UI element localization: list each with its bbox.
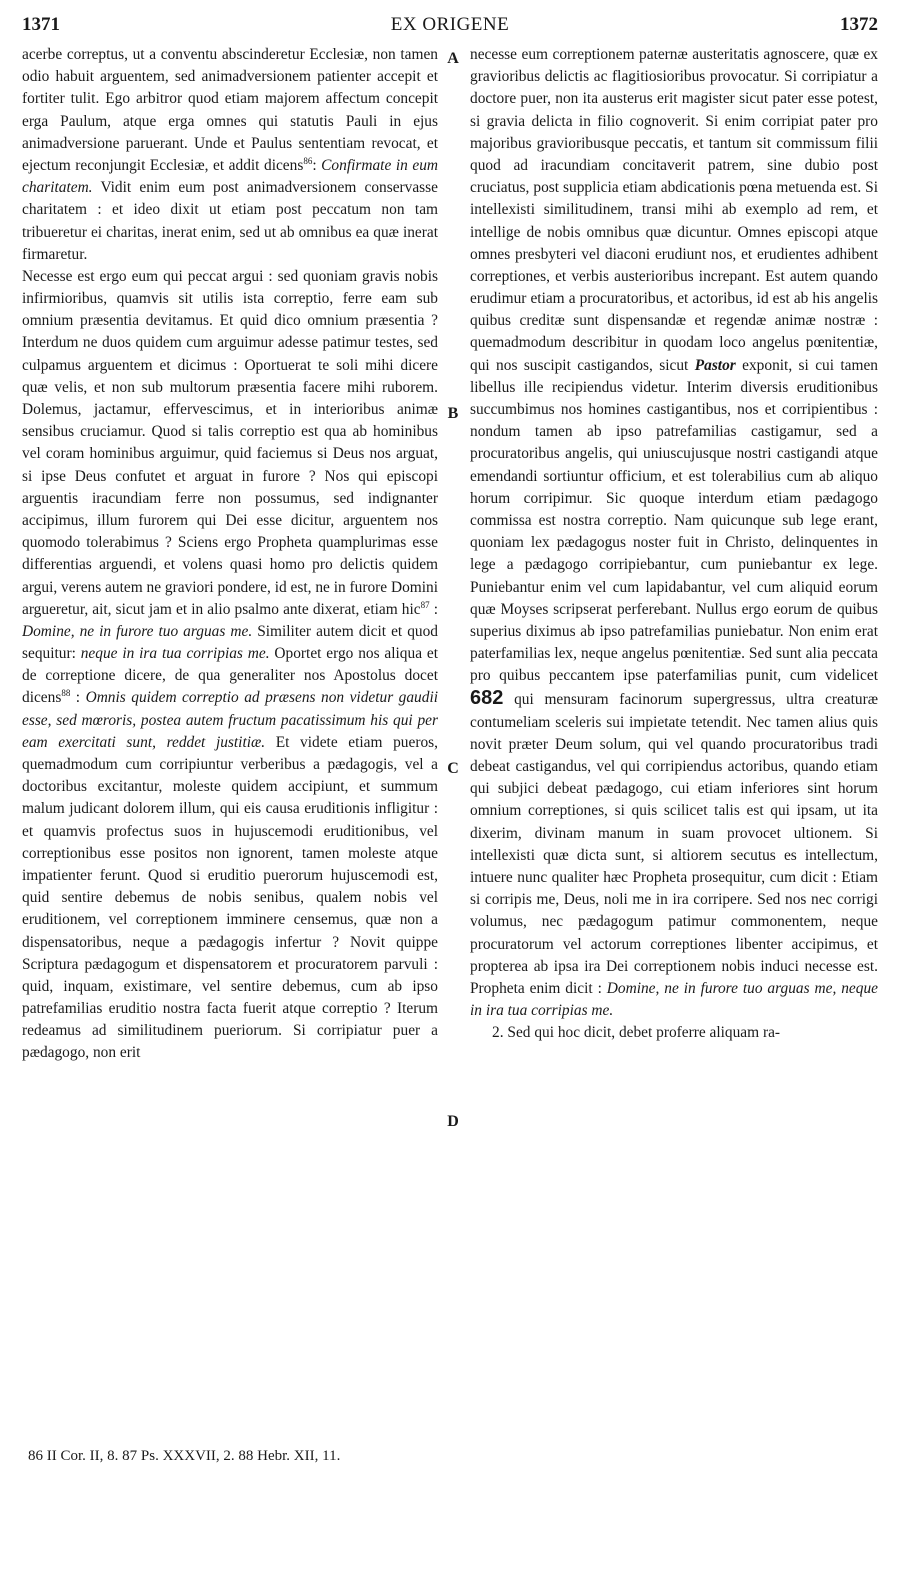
right-page-number: 1372 bbox=[840, 14, 878, 35]
text-run: Similiter autem dicit et quod sequitur: bbox=[22, 622, 438, 663]
paragraph bbox=[22, 44, 438, 266]
left-column bbox=[22, 44, 438, 1420]
text-run: acerbe correptus, ut a conventu abscinderetur Ecclesiæ, non tamen odio habuit arguentem, sed animadversionem patienter accepit et fortiter tulit. Ego arbitror quod etiam majorem affectum concepit erga Paulum, atque erga omnes qui statutis Pauli in ejus animadversione paruerant. Unde et Paulus sententiam revocat, et ejectum reconjungit Ecclesiæ, et addit dicens bbox=[22, 46, 438, 174]
italic-quote: Domine, ne in furore tuo arguas me, neque in ira tua corripias me. bbox=[470, 979, 878, 1020]
paragraph: 2. Sed qui hoc dicit, debet proferre aliquam ra- bbox=[492, 1024, 781, 1042]
paragraph bbox=[22, 266, 438, 1065]
text-run: : bbox=[429, 600, 438, 618]
text-run: : bbox=[312, 156, 322, 174]
text-run: Necesse est ergo eum qui peccat argui : sed quoniam gravis nobis infirmioribus, quamvis sit utilis ista correptio, ferre eam sub omnium præsentia devitamus. Et quid dico omnium præsentia ? Interdum ne duos quidem cum arguimur adesse patimur testes, sed culpamus arguentem et dicimus : Oportuerat te soli mihi dicere quæ velis, et non sub multorum præsentia facere mihi ruborem. Dolemus, jactamur, effervescimus, et in interioribus animæ sensibus cruciamur. Quod si talis correptio est qua ab hominibus vel coram hominibus arguimur, quid faciemus si Deus nos arguat, si ipse Deus confutet et arguat in furore ? Nos qui episcopi arguentis iracundiam ferre non possumus, sed indignanter accipimus, illum furorem qui Dei esse dicitur, arguentem nos quomodo tolerabimus ? Sciens ergo Propheta quamplurimas esse differentias arguendi, et volens quasi homo pro delictis quidem argui, verens autem ne graviori pondere, id est, ne in furore Domini argueretur, ait, sicut jam et in alio psalmo ante dixerat, etiam hic bbox=[22, 267, 438, 618]
footnote-ref: 87 bbox=[420, 599, 430, 610]
margin-letter-c: C bbox=[447, 760, 459, 777]
right-column bbox=[470, 44, 878, 1420]
text-run: : bbox=[70, 689, 86, 707]
text-run: exponit, si cui tamen libellus ille recipiendus videtur. Interim diversis eruditionibus succumbimus nos homines castigantibus, nos et corripientibus : nondum tamen ab ipso patrefamilias castigamur, sed a procuratoribus angelis, qui uniuscujusque nostri castigandi atque emendandi sortiuntur officium, et est tolerabilius cum ab aliquo horum corripimur. Sic quoque interdum etiam pædagogo commissa est nostra correptio. Nam quicunque sub lege erant, quoniam lex pædagogus noster fuit in Christo, delinquentes in lege a pædagogo corripiebantur, cum puniebantur ex lege. Puniebantur enim vel cum lapidabantur, vel cum aliquid eorum quæ Moyses scripserat perferebant. Nullus ergo eorum de quibus superius diximus ab ipso patrefamilias puniebatur. Non enim erat paterfamilias lex, neque angelus pœnitentiæ. Sed sunt alia peccata pro quibus peccantem ipse paterfamilias punit, cum videlicet bbox=[470, 356, 878, 685]
text-run: Et videte etiam pueros, quemadmodum cum corripiuntur verberibus a pædagogis, vel a doctoribus excitantur, moleste quidem accipiunt, et summum malum judicant dolorem illum, qui eis causa eruditionis infligitur : et quamvis profectus suos in hujuscemodi eruditionibus, vel correptionibus esse positos non ignorent, tamen moleste atque impatienter ferunt. Quod si eruditio puerorum hujuscemodi est, quid sentire debemus de nobis senibus, qualem nobis vel eruditionem, vel correptionem imminere censemus, quæ non a dispensatoribus, neque a pædagogis infertur ? Novit quippe Scriptura pædagogum et dispensatorem et procuratorem parvuli : quid, inquam, existimare, vel sentire debemus, cum ab ipso patrefamilias eruditio nostra facta fuerit atque correptio ? Iterum redeamus ad similitudinem pueriorum. Si corripiatur puer a pædagogo, non erit bbox=[22, 733, 438, 1062]
margin-letter-d: D bbox=[447, 1113, 459, 1130]
italic-quote: Domine, ne in furore tuo arguas me. bbox=[22, 622, 253, 640]
text-run: Vidit enim eum post animadversionem conservasse charitatem : et ideo dixit ut etiam post peccatum non tam tribueretur ei charitas, inerat enim, sed ut ab omnibus ea quæ inerat firmaretur. bbox=[22, 179, 438, 263]
italic-quote: Confirmate in eum charitatem. bbox=[22, 156, 438, 197]
text-run: necesse eum correptionem paternæ austeritatis agnoscere, quæ ex gravioribus delictis ac flagitiosioribus provocatur. Si corripiatur a doctore puer, non ita austerus erit magister sicut pater esse potest, si gravia delicta in filio cognoverit. Si enim corripiat pater pro majoribus gravioribusque peccatis, et tantum sit commissum filii quod ad iracundiam concitaverit patrem, sine dubio post cruciatus, post supplicia etiam abdicationis pœna metuenda est. Si intellexisti similitudinem, transi mihi ab exemplo ad rem, et intellige de nobis omnibus quæ dicuntur. Omnes episcopi atque omnes presbyteri vel diaconi erudiunt nos, et erudientes adhibent correptiones, et verbis austerioribus increpant. Est autem quando erudimur etiam a procuratoribus, et actoribus, id est ab his angelis quibus creditæ sunt dispensandæ et regendæ animæ nostræ : quemadmodum describitur in quodam loco angelus pœnitentiæ, qui nos suscipit castigandos, sicut bbox=[470, 46, 878, 374]
footnotes: 86 II Cor. II, 8. 87 Ps. XXXVII, 2. 88 Hebr. XII, 11. bbox=[28, 1448, 341, 1464]
footnote-ref: 86 bbox=[303, 155, 313, 166]
margin-letter-b: B bbox=[447, 405, 459, 422]
column-number-marker: 682 bbox=[470, 687, 504, 710]
page-header bbox=[22, 14, 878, 40]
left-page-number: 1371 bbox=[22, 14, 60, 35]
margin-letter-a: A bbox=[447, 50, 459, 67]
paragraph bbox=[470, 44, 878, 1022]
italic-quote: neque in ira tua corripias me. bbox=[80, 645, 270, 663]
running-title: EX ORIGENE bbox=[390, 14, 510, 35]
italic-quote: Omnis quidem correptio ad præsens non videtur gaudii esse, sed mœroris, postea autem fructum pacatissimum his qui per eam exercitati sunt, reddet justitiæ. bbox=[22, 689, 438, 751]
italic-title: Pastor bbox=[694, 356, 736, 374]
text-run: Oportet ergo nos aliqua et de correptione dicere, de qua generaliter nos Apostolus docet dicens bbox=[22, 645, 438, 707]
text-run: qui mensuram facinorum supergressus, ultra creaturæ contumeliam sceleris sui impietate tetendit. Nec tamen alius quis novit præter Deum solum, qui vel quando procuratoribus tradi debeat castigandus, vel qui corripiendus actoribus, quando etiam qui subjici debeat pædagogo, cui etiam inferiores sint horum omnium correptiones, si quis scilicet talis est qui ipsam, ut ita dixerim, divinam manum in suam provocet ultionem. Si intellexisti quæ dicta sunt, si altiorem secutus es intellectum, intuere nunc qualiter hæc Propheta prosequitur, cum dicit : Etiam si corripis me, Deus, noli me in ira corripere. Sed nos nec corrigi volumus, nec pædagogum patimur commonentem, neque procuratorum vel actorum correptiones libenter accipimus, et propterea ab ipsa ira Dei correptionem nobis induci necesse est. Propheta enim dicit : bbox=[470, 691, 878, 997]
footnote-ref: 88 bbox=[61, 688, 71, 699]
